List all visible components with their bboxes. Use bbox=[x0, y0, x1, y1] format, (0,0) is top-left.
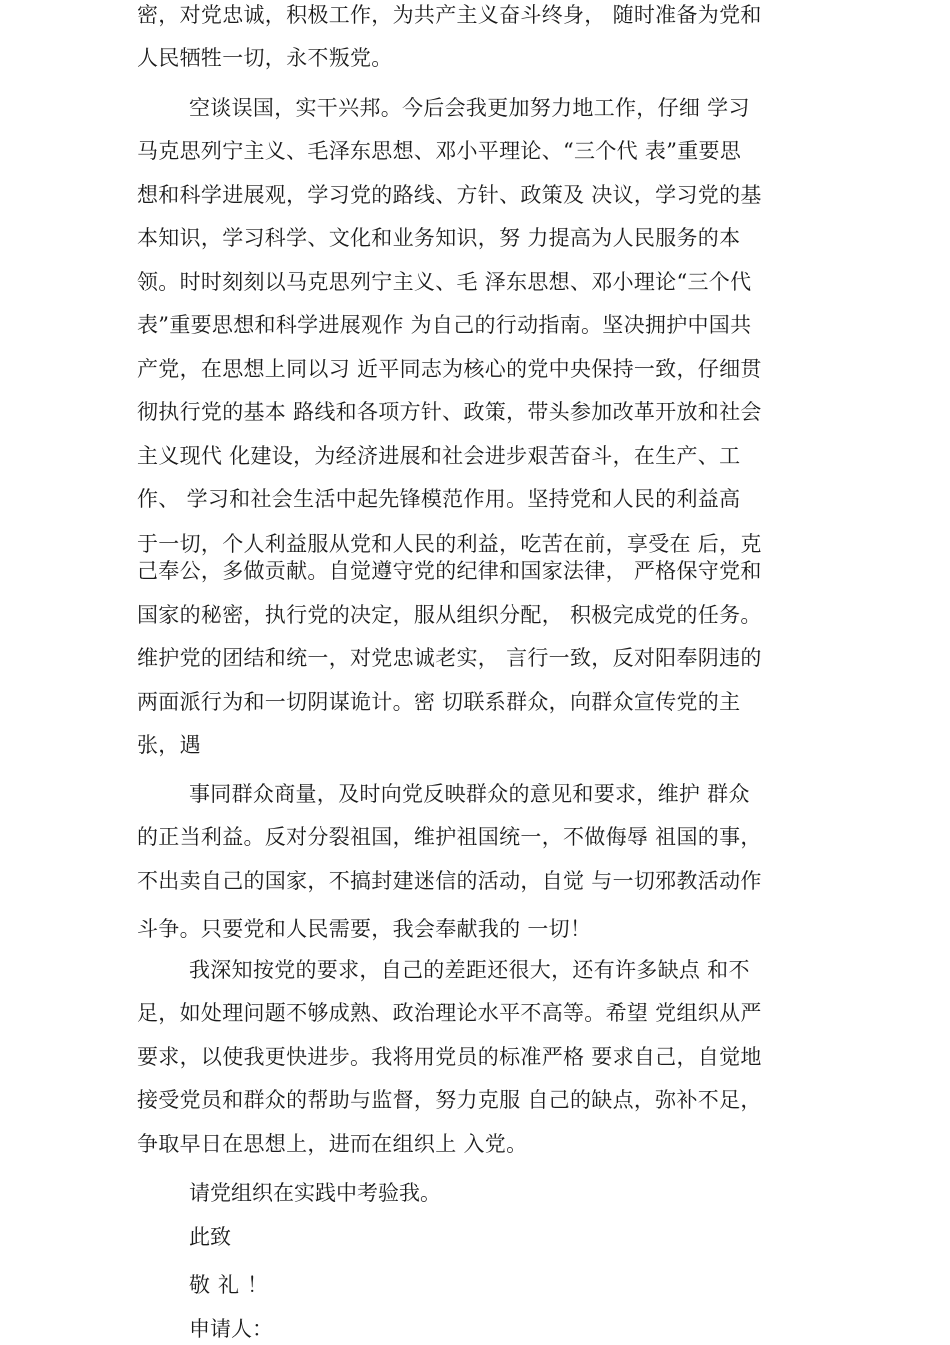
closing-salutation-2: 敬礼！ bbox=[189, 1273, 276, 1297]
paragraph-4-line: 争取早日在思想上，进而在组织上 入党。 bbox=[137, 1132, 528, 1156]
paragraph-2-line: 空谈误国，实干兴邦。今后会我更加努力地工作，仔细 学习 bbox=[189, 96, 750, 120]
paragraph-2-line: 领。时时刻刻以马克思列宁主义、毛 泽东思想、邓小理论“三个代 bbox=[137, 270, 752, 294]
paragraph-1-line: 人民牺牲一切，永不叛党。 bbox=[137, 46, 393, 70]
paragraph-2-line: 产党，在思想上同以习 近平同志为核心的党中央保持一致，仔细贯 bbox=[137, 357, 762, 381]
paragraph-2-line: 国家的秘密，执行党的决定，服从组织分配， 积极完成党的任务。 bbox=[137, 603, 762, 627]
closing-salutation-1: 此致 bbox=[189, 1225, 231, 1249]
paragraph-2-line: 张，遇 bbox=[137, 733, 201, 757]
paragraph-3-line: 事同群众商量，及时向党反映群众的意见和要求，维护 群众 bbox=[189, 782, 750, 806]
paragraph-4-line: 我深知按党的要求，自己的差距还很大，还有许多缺点 和不 bbox=[189, 958, 750, 982]
paragraph-2-line: 于一切，个人利益服从党和人民的利益，吃苦在前，享受在 后，克 bbox=[137, 532, 762, 556]
paragraph-2-line: 维护党的团结和统一，对党忠诚老实， 言行一致，反对阳奉阴违的 bbox=[137, 646, 762, 670]
paragraph-2-line: 彻执行党的基本 路线和各项方针、政策，带头参加改革开放和社会 bbox=[137, 400, 762, 424]
paragraph-3-line: 不出卖自己的国家，不搞封建迷信的活动，自觉 与一切邪教活动作 bbox=[137, 869, 762, 893]
signature-label: 申请人： bbox=[189, 1317, 273, 1341]
paragraph-1-line: 密，对党忠诚，积极工作，为共产主义奋斗终身， 随时准备为党和 bbox=[137, 3, 762, 27]
paragraph-2-line: 主义现代 化建设，为经济进展和社会进步艰苦奋斗，在生产、工 bbox=[137, 444, 741, 468]
closing-request: 请党组织在实践中考验我。 bbox=[189, 1181, 441, 1205]
paragraph-4-line: 足，如处理问题不够成熟、政治理论水平不高等。希望 党组织从严 bbox=[137, 1001, 762, 1025]
paragraph-3-line: 斗争。只要党和人民需要，我会奉献我的 一切！ bbox=[137, 917, 592, 941]
paragraph-2-line: 表”重要思想和科学进展观作 为自己的行动指南。坚决拥护中国共 bbox=[137, 313, 752, 337]
paragraph-3-line: 的正当利益。反对分裂祖国，维护祖国统一，不做侮辱 祖国的事， bbox=[137, 825, 762, 849]
paragraph-2-line: 想和科学进展观，学习党的路线、方针、政策及 决议，学习党的基 bbox=[137, 183, 762, 207]
paragraph-4-line: 要求，以使我更快进步。我将用党员的标准严格 要求自己，自觉地 bbox=[137, 1045, 762, 1069]
paragraph-4-line: 接受党员和群众的帮助与监督，努力克服 自己的缺点，弥补不足， bbox=[137, 1088, 762, 1112]
paragraph-2-line: 本知识，学习科学、文化和业务知识，努 力提高为人民服务的本 bbox=[137, 226, 741, 250]
paragraph-2-line: 马克思列宁主义、毛泽东思想、邓小平理论、“三个代 表”重要思 bbox=[137, 139, 742, 163]
paragraph-2-line: 两面派行为和一切阴谋诡计。密 切联系群众，向群众宣传党的主 bbox=[137, 690, 741, 714]
paragraph-2-line: 己奉公，多做贡献。自觉遵守党的纪律和国家法律， 严格保守党和 bbox=[137, 559, 762, 583]
paragraph-2-line: 作、 学习和社会生活中起先锋模范作用。坚持党和人民的利益高 bbox=[137, 487, 741, 511]
